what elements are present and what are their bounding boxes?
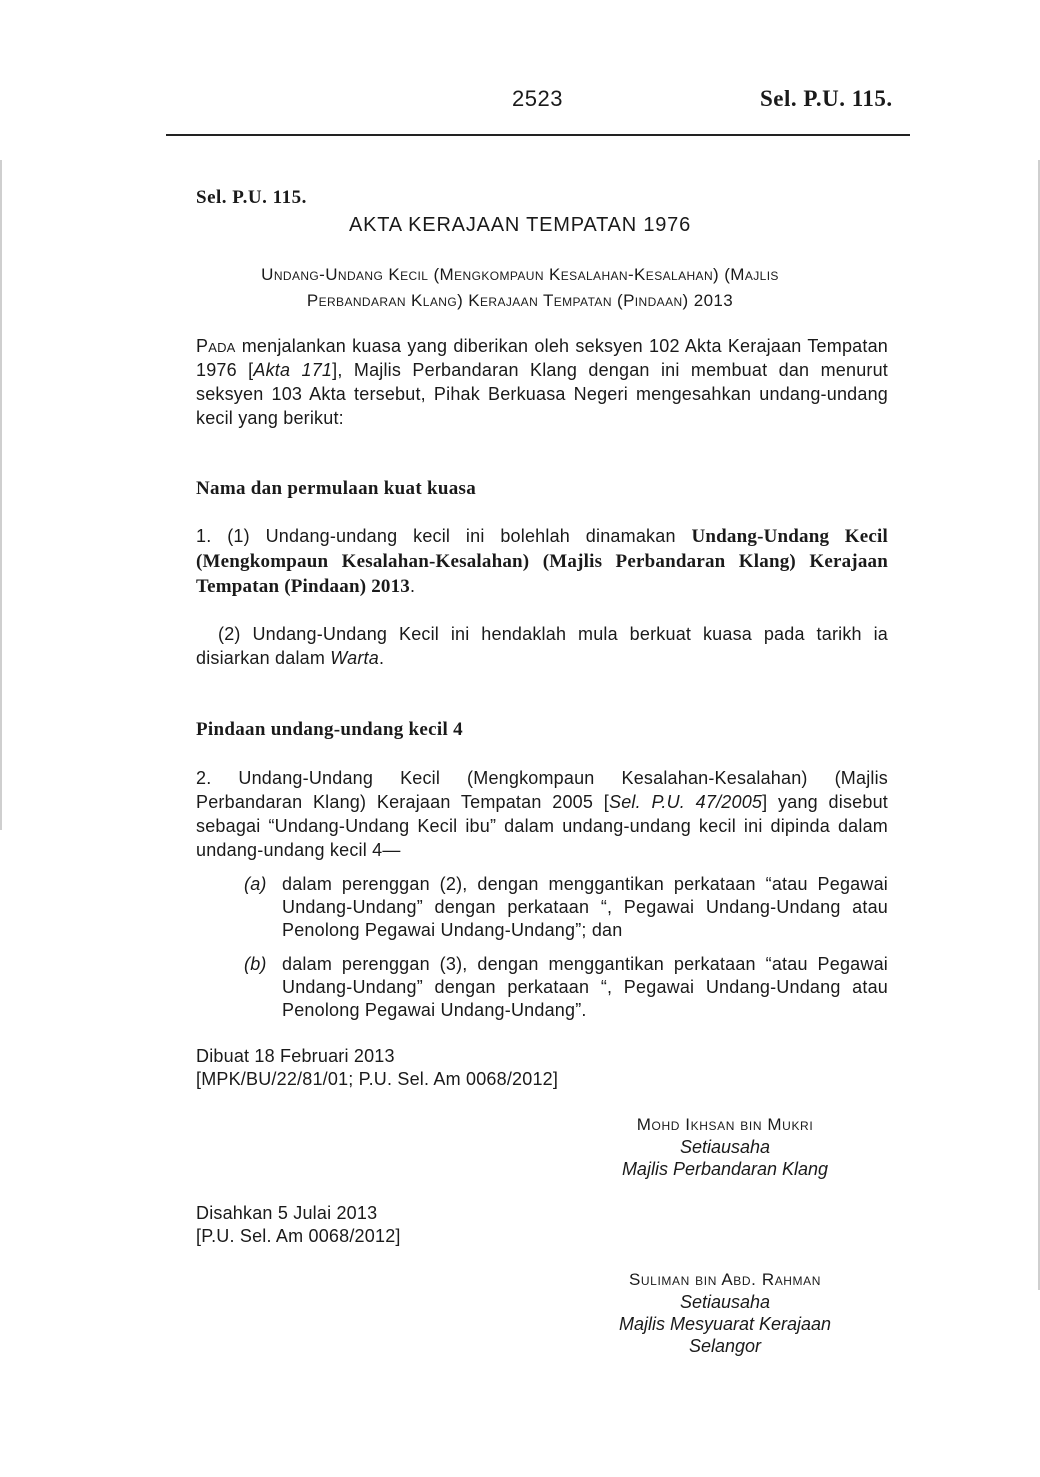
amendment-item-b xyxy=(244,953,888,1022)
preamble-text-2: ], Majlis Perbandaran Klang dengan ini membuat dan menurut seksyen 103 Akta tersebut, Pihak Berkuasa Negeri mengesahkan undang-undang kecil yang berikut: xyxy=(196,360,889,428)
confirmed-reference: [P.U. Sel. Am 0068/2012] xyxy=(196,1226,401,1246)
made-block xyxy=(196,1045,558,1091)
signatory-2-org-line-2: Selangor xyxy=(688,1336,762,1356)
section-1-heading: Nama dan permulaan kuat kuasa xyxy=(196,478,477,499)
item-text: dalam perenggan (3), dengan menggantikan perkataan “atau Pegawai Undang-Undang” dengan perkataan “, Pegawai Undang-Undang atau Penolong Pegawai Undang-Undang”. xyxy=(282,954,888,1020)
signatory-2-name: Suliman bin Abd. Rahman xyxy=(628,1270,822,1289)
amendment-item-a xyxy=(244,873,888,942)
confirmed-date: Disahkan 5 Julai 2013 xyxy=(196,1203,378,1223)
section-2-ref: Sel. P.U. 47/2005 xyxy=(608,792,763,812)
section-1-subsection-1 xyxy=(196,524,888,599)
signatory-2-org-line-1: Majlis Mesyuarat Kerajaan xyxy=(618,1314,832,1334)
signatory-2-title: Setiausaha xyxy=(679,1292,771,1312)
bylaw-title xyxy=(170,262,870,314)
section-2-text-1: 2. Undang-Undang Kecil (Mengkompaun Kesalahan-Kesalahan) (Majlis Perbandaran Klang) Kerajaan Tempatan 2005 [ xyxy=(196,768,888,812)
signatory-1-title: Setiausaha xyxy=(679,1137,771,1157)
item-label: (a) xyxy=(244,874,267,894)
subsection-1-end: . xyxy=(410,576,416,596)
warta-italic: Warta xyxy=(330,648,379,668)
item-text: dalam perenggan (2), dengan menggantikan perkataan “atau Pegawai Undang-Undang” dengan perkataan “, Pegawai Undang-Undang atau Penolong Pegawai Undang-Undang”; dan xyxy=(282,874,888,940)
preamble-lead-word: Pada xyxy=(196,336,236,356)
act-title: AKTA KERAJAAN TEMPATAN 1976 xyxy=(348,214,692,236)
header-reference: Sel. P.U. 115. xyxy=(760,86,893,111)
publication-reference: Sel. P.U. 115. xyxy=(196,187,307,208)
made-date: Dibuat 18 Februari 2013 xyxy=(196,1046,395,1066)
preamble xyxy=(196,334,888,430)
signatory-1-org: Majlis Perbandaran Klang xyxy=(621,1159,829,1179)
bylaw-title-line-2: Perbandaran Klang) Kerajaan Tempatan (Pindaan) 2013 xyxy=(306,291,734,310)
scan-edge-left xyxy=(0,160,2,830)
subsection-2-end: . xyxy=(378,648,385,668)
section-2-heading: Pindaan undang-undang kecil 4 xyxy=(196,719,463,740)
signatory-1-name: Mohd Ikhsan bin Mukri xyxy=(636,1115,814,1134)
citation-name: Undang-Undang Kecil (Mengkompaun Kesalahan-Kesalahan) (Majlis Perbandaran Klang) Kerajaan Tempatan (Pindaan) 2013 xyxy=(196,526,888,597)
preamble-text-1: menjalankan kuasa yang diberikan oleh seksyen 102 Akta Kerajaan Tempatan 1976 [ xyxy=(196,336,888,380)
subsection-2-text: (2) Undang-Undang Kecil ini hendaklah mula berkuat kuasa pada tarikh ia disiarkan dalam xyxy=(196,624,888,668)
bylaw-title-line-1: Undang-Undang Kecil (Mengkompaun Kesalahan-Kesalahan) (Majlis xyxy=(261,265,779,284)
preamble-act-ref: Akta 171 xyxy=(253,360,333,380)
made-reference: [MPK/BU/22/81/01; P.U. Sel. Am 0068/2012] xyxy=(196,1069,559,1089)
header-rule xyxy=(166,134,910,136)
section-1-subsection-2 xyxy=(196,622,888,670)
confirmed-block xyxy=(196,1202,401,1248)
signatory-1 xyxy=(555,1114,895,1180)
item-label: (b) xyxy=(244,954,267,974)
signatory-2 xyxy=(560,1269,890,1357)
subsection-1-text: 1. (1) Undang-undang kecil ini bolehlah dinamakan xyxy=(196,526,692,546)
page-number: 2523 xyxy=(512,86,563,111)
section-2-text-2: ] yang disebut sebagai “Undang-Undang Kecil ibu” dalam undang-undang kecil ini dipinda dalam undang-undang kecil 4— xyxy=(196,792,888,860)
section-2-text xyxy=(196,766,888,862)
